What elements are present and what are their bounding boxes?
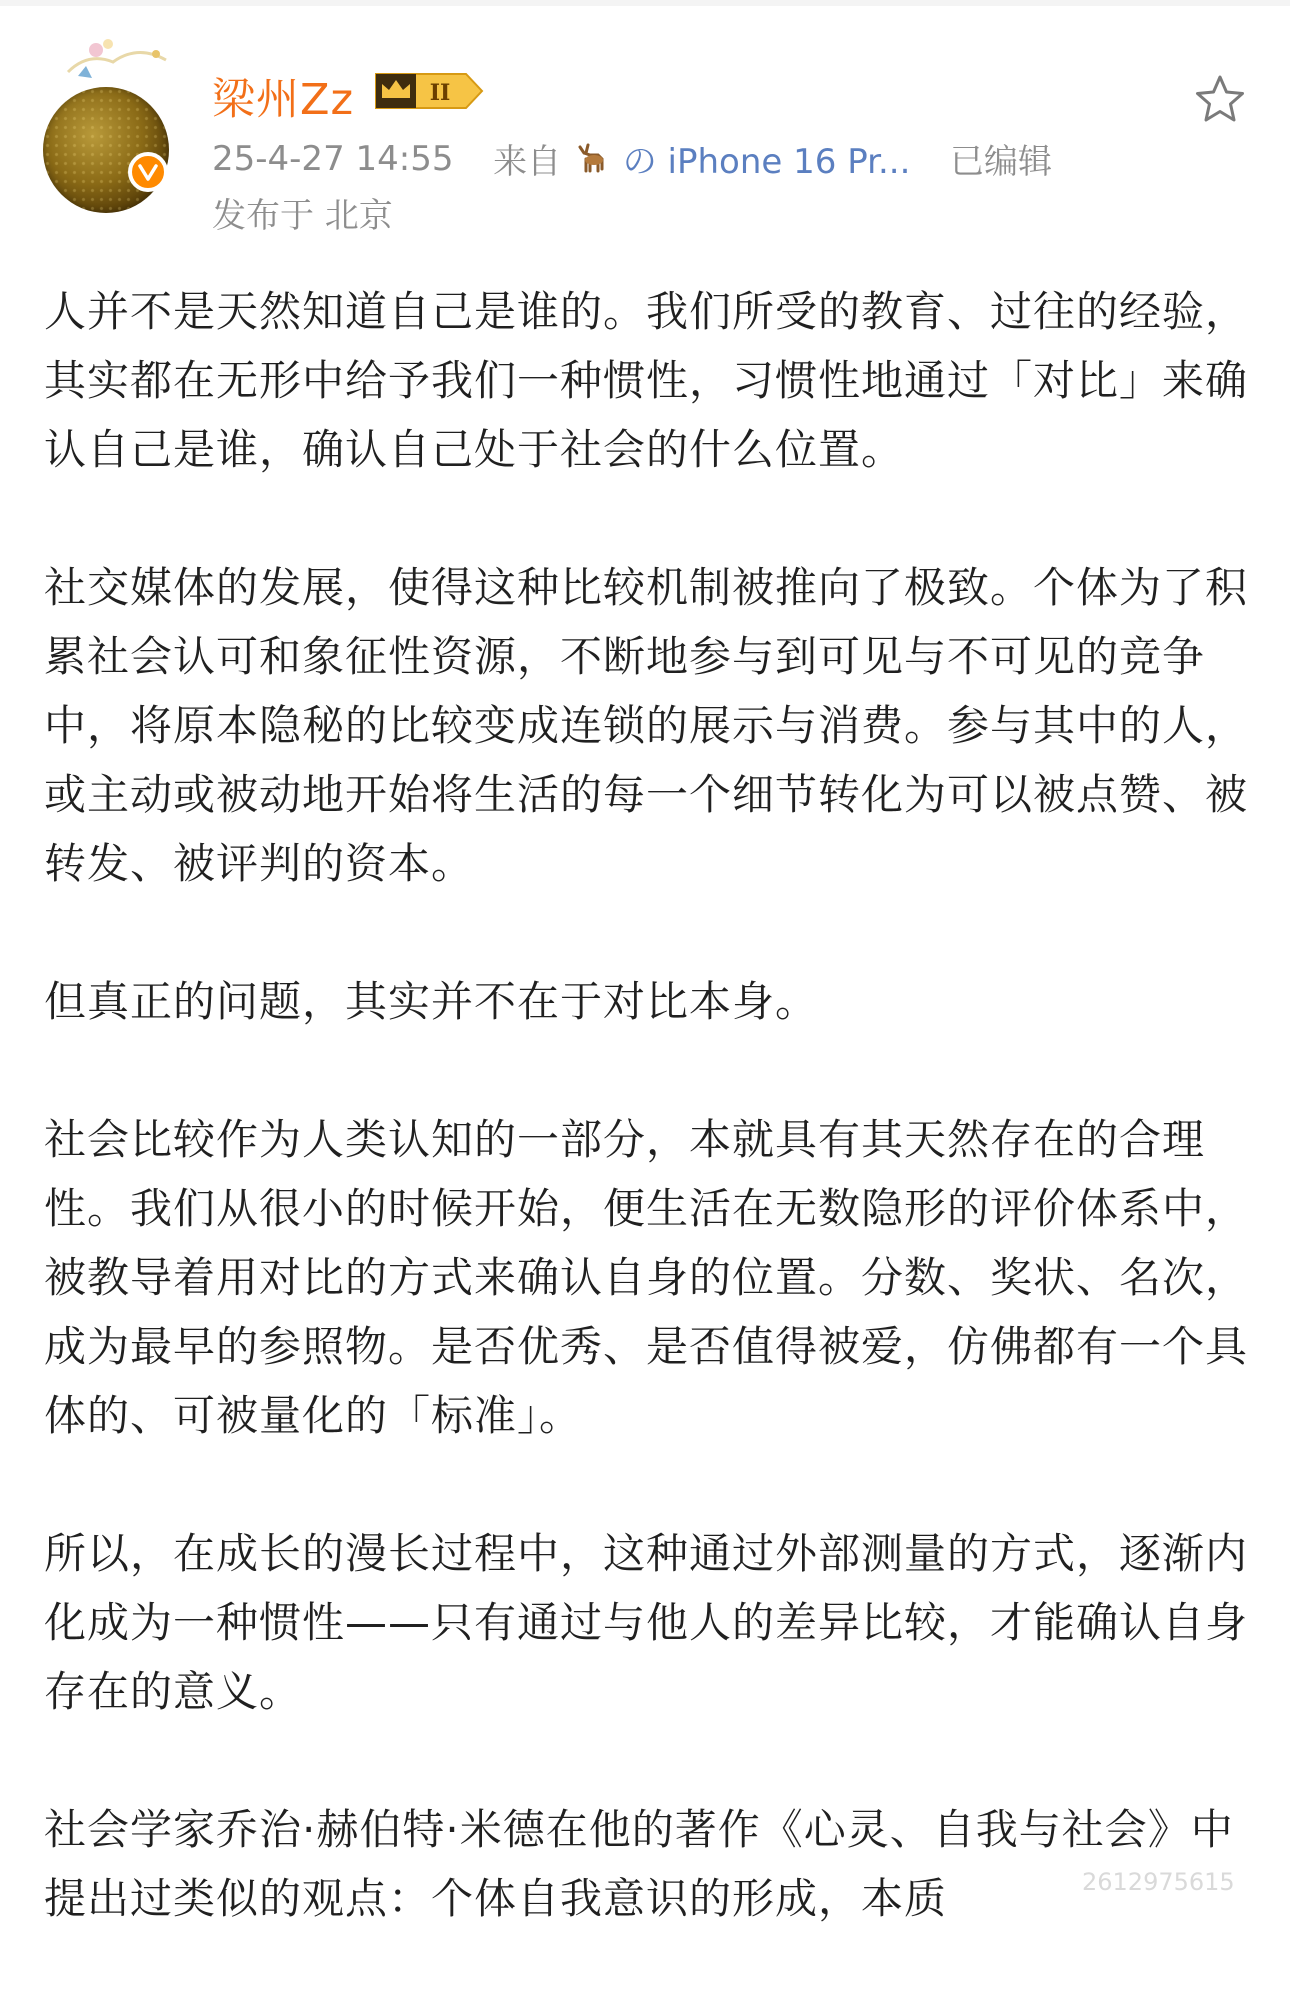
- crown-level-badge-icon[interactable]: [370, 68, 488, 114]
- post-meta: [212, 134, 1052, 183]
- post-timestamp: 25-4-27 14:55: [212, 138, 454, 179]
- author-avatar[interactable]: [38, 32, 188, 182]
- device-link[interactable]: の iPhone 16 Pr...: [622, 142, 911, 182]
- post-paragraph: 人并不是天然知道自己是谁的。我们所受的教育、过往的经验，其实都在无形中给予我们一种惯性，习惯性地通过「对比」来确认自己是谁，确认自己处于社会的什么位置。: [44, 287, 1249, 474]
- post-paragraph: 社交媒体的发展，使得这种比较机制被推向了极致。个体为了积累社会认可和象征性资源，不断地参与到可见与不可见的竞争中，将原本隐秘的比较变成连锁的展示与消费。参与其中的人，或主动或被动地开始将生活的每一个细节转化为可以被点赞、被转发、被评判的资本。: [44, 563, 1249, 888]
- post-content: [44, 277, 1254, 2002]
- post-paragraph: 所以，在成长的漫长过程中，这种通过外部测量的方式，逐渐内化成为一种惯性——只有通过与他人的差异比较，才能确认自身存在的意义。: [44, 1529, 1249, 1716]
- star-favorite-icon[interactable]: [1192, 72, 1248, 128]
- author-name[interactable]: 梁州Zz: [212, 75, 355, 125]
- post-paragraph: 社会比较作为人类认知的一部分，本就具有其天然存在的合理性。我们从很小的时候开始，便生活在无数隐形的评价体系中，被教导着用对比的方式来确认自身的位置。分数、奖状、名次，成为最早的参照物。是否优秀、是否值得被爱，仿佛都有一个具体的、可被量化的「标准」。: [44, 1115, 1249, 1440]
- deer-icon: [572, 139, 612, 179]
- badge-level: II: [429, 80, 451, 106]
- watermark: 2612975615: [1082, 1868, 1235, 1896]
- source-prefix: 来自: [493, 142, 562, 182]
- post-location: 发布于 北京: [212, 196, 393, 236]
- edited-label: 已编辑: [950, 142, 1053, 182]
- avatar: [43, 87, 169, 213]
- post-paragraph: 但真正的问题，其实并不在于对比本身。: [44, 977, 819, 1026]
- top-divider: [0, 0, 1290, 6]
- post-paragraph: 社会学家乔治·赫伯特·米德在他的著作《心灵、自我与社会》中提出过类似的观点：个体自我意识的形成，本质: [44, 1805, 1234, 1923]
- verified-badge-icon: [128, 152, 168, 192]
